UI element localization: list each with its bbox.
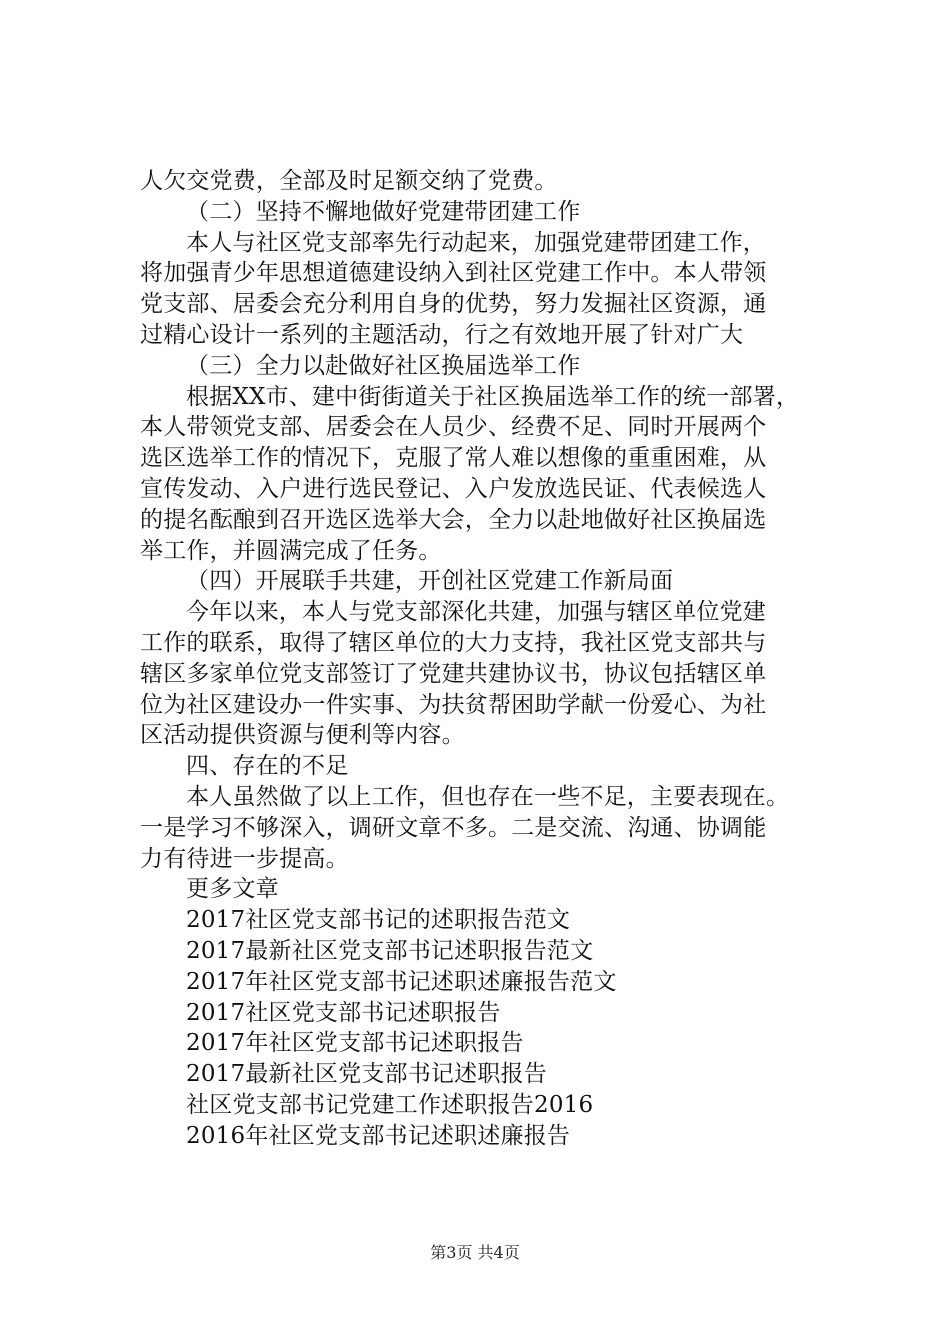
page-number: 第3页 共4页 bbox=[430, 1243, 520, 1262]
article-link[interactable]: 社区党支部书记党建工作述职报告2016 bbox=[186, 1091, 594, 1118]
article-link[interactable]: 2017社区党支部书记的述职报告范文 bbox=[186, 907, 571, 934]
body-line: 党支部、居委会充分利用自身的优势，努力发掘社区资源，通 bbox=[140, 291, 767, 318]
article-link[interactable]: 2017社区党支部书记述职报告 bbox=[186, 999, 501, 1026]
section-heading: （三）全力以赴做好社区换届选举工作 bbox=[186, 352, 581, 379]
article-link[interactable]: 2017最新社区党支部书记述职报告 bbox=[186, 1061, 547, 1088]
article-link[interactable]: 2016年社区党支部书记述职述廉报告 bbox=[186, 1122, 571, 1149]
body-line: 将加强青少年思想道德建设纳入到社区党建工作中。本人带领 bbox=[140, 260, 767, 287]
body-line: 区活动提供资源与便利等内容。 bbox=[140, 722, 465, 749]
body-line: 工作的联系，取得了辖区单位的大力支持，我社区党支部共与 bbox=[140, 629, 767, 656]
body-line: 选区选举工作的情况下，克服了常人难以想像的重重困难，从 bbox=[140, 445, 767, 472]
body-line: 本人与社区党支部率先行动起来，加强党建带团建工作， bbox=[186, 229, 766, 256]
more-articles-heading: 更多文章 bbox=[186, 876, 279, 903]
section-heading: （四）开展联手共建，开创社区党建工作新局面 bbox=[186, 568, 674, 595]
body-line: 宣传发动、入户进行选民登记、入户发放选民证、代表候选人 bbox=[140, 475, 767, 502]
section-heading: 四、存在的不足 bbox=[186, 753, 349, 780]
body-line: 的提名酝酿到召开选区选举大会，全力以赴地做好社区换届选 bbox=[140, 506, 767, 533]
body-line: 本人虽然做了以上工作，但也存在一些不足，主要表现在。 bbox=[186, 783, 790, 810]
body-line: 力有待进一步提高。 bbox=[140, 845, 349, 872]
body-line: 位为社区建设办一件实事、为扶贫帮困助学献一份爱心、为社 bbox=[140, 691, 767, 718]
document-body bbox=[140, 166, 840, 1152]
body-line: 一是学习不够深入，调研文章不多。二是交流、沟通、协调能 bbox=[140, 814, 767, 841]
body-line: 过精心设计一系列的主题活动，行之有效地开展了针对广大 bbox=[140, 321, 744, 348]
article-link[interactable]: 2017年社区党支部书记述职报告 bbox=[186, 1030, 524, 1057]
body-line: 人欠交党费，全部及时足额交纳了党费。 bbox=[140, 168, 558, 194]
section-heading: （二）坚持不懈地做好党建带团建工作 bbox=[186, 198, 581, 225]
article-link[interactable]: 2017年社区党支部书记述职述廉报告范文 bbox=[186, 968, 617, 995]
body-line: 辖区多家单位党支部签订了党建共建协议书，协议包括辖区单 bbox=[140, 660, 767, 687]
body-line: 今年以来，本人与党支部深化共建，加强与辖区单位党建 bbox=[186, 599, 766, 626]
article-link[interactable]: 2017最新社区党支部书记述职报告范文 bbox=[186, 937, 594, 964]
body-line: 根据XX市、建中街街道关于社区换届选举工作的统一部署， bbox=[186, 383, 800, 410]
body-line: 本人带领党支部、居委会在人员少、经费不足、同时开展两个 bbox=[140, 414, 767, 441]
body-line: 举工作，并圆满完成了任务。 bbox=[140, 537, 442, 564]
